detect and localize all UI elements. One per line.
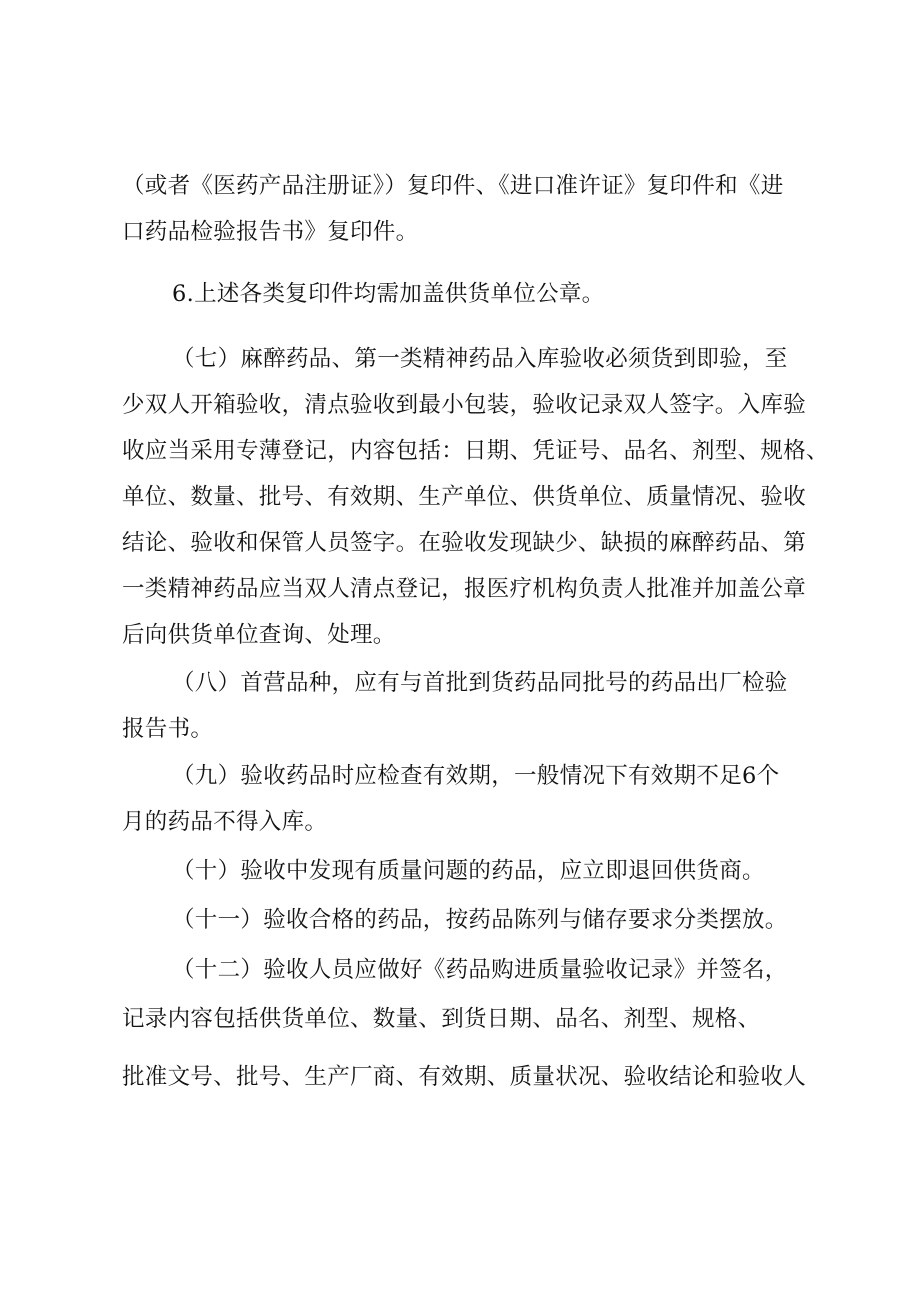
- text-line: （十）验收中发现有质量问题的药品，应立即退回供货商。: [172, 858, 765, 884]
- text-line: 记录内容包括供货单位、数量、到货日期、品名、剂型、规格、: [122, 1006, 761, 1032]
- text-line: 单位、数量、批号、有效期、生产单位、供货单位、质量情况、验收: [122, 484, 807, 510]
- text-line: 6.上述各类复印件均需加盖供货单位公章。: [172, 281, 605, 307]
- text-line: （十一）验收合格的药品，按药品陈列与储存要求分类摆放。: [172, 907, 788, 933]
- text-line: 月的药品不得入库。: [122, 809, 328, 835]
- text-line: 口药品检验报告书》复印件。: [122, 219, 419, 245]
- text-line: 一类精神药品应当双人清点登记，报医疗机构负责人批准并加盖公章: [122, 576, 807, 602]
- text-line: 后向供货单位查询、处理。: [122, 622, 396, 648]
- text-line: 少双人开箱验收，清点验收到最小包装，验收记录双人签字。入库验: [122, 392, 807, 418]
- text-line: （七）麻醉药品、第一类精神药品入库验收必须货到即验，至: [172, 346, 788, 372]
- text-line: 批准文号、批号、生产厂商、有效期、质量状况、验收结论和验收人: [122, 1064, 807, 1090]
- text-line: 结论、验收和保管人员签字。在验收发现缺少、缺损的麻醉药品、第: [122, 530, 807, 556]
- text-line: （八）首营品种，应有与首批到货药品同批号的药品出厂检验: [172, 670, 788, 696]
- text-line: 报告书。: [122, 716, 214, 742]
- text-line: （九）验收药品时应检查有效期，一般情况下有效期不足6个: [172, 763, 780, 789]
- text-line: （十二）验收人员应做好《药品购进质量验收记录》并签名，: [172, 957, 788, 983]
- text-line: （或者《医药产品注册证》）复印件、《进口准许证》复印件和《进: [122, 173, 784, 199]
- text-line: 收应当采用专薄登记，内容包括：日期、凭证号、品名、剂型、规格、: [122, 438, 829, 464]
